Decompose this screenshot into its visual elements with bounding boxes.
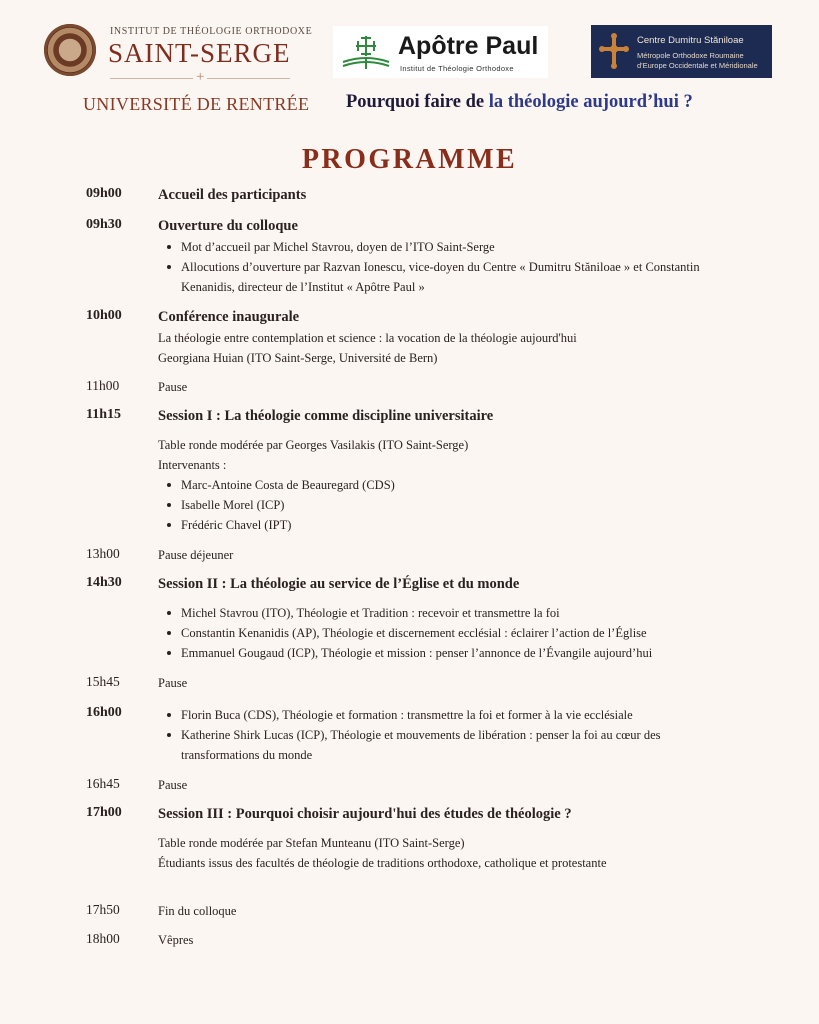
program-bullet-list xyxy=(158,237,738,297)
program-bullet-list xyxy=(158,705,738,765)
program-content xyxy=(158,308,738,368)
program-time: 15h45 xyxy=(86,674,120,689)
program-text-line: Pause déjeuner xyxy=(158,548,234,562)
staniloae-title: Centre Dumitru Stăniloae xyxy=(637,35,744,46)
program-text-line: Étudiants issus des facultés de théologie de traditions orthodoxe, catholique et protestante xyxy=(158,856,607,870)
program-time: 16h00 xyxy=(86,705,122,720)
program-bullet-item: Mot d’accueil par Michel Stavrou, doyen de l’ITO Saint-Serge xyxy=(158,237,738,257)
apotre-paul-subtitle: Institut de Théologie Orthodoxe xyxy=(400,64,514,73)
program-time: 17h00 xyxy=(86,805,122,820)
staniloae-subtitle xyxy=(637,51,758,70)
program-bullet-item: Emmanuel Gougaud (ICP), Théologie et mission : penser l’annonce de l’Évangile aujourd’hui xyxy=(158,643,738,663)
staniloae-subtitle-line-2: d'Europe Occidentale et Méridionale xyxy=(637,60,758,70)
program-content xyxy=(158,705,738,765)
program-content xyxy=(158,217,738,297)
program-content xyxy=(158,545,738,565)
program-text-line: Table ronde modérée par Georges Vasilakis (ITO Saint-Serge) xyxy=(158,438,469,452)
saint-serge-name: SAINT-SERGE xyxy=(108,38,291,68)
program-time: 17h50 xyxy=(86,902,120,917)
cross-icon: + xyxy=(193,69,207,86)
program-bullet-item: Isabelle Morel (ICP) xyxy=(158,495,738,515)
program-content xyxy=(158,673,738,693)
program-bullet-item: Allocutions d’ouverture par Razvan Ionescu, vice-doyen du Centre « Dumitru Stăniloae » et Constantin Kenanidis, directeur de l’Institut « Apôtre Paul » xyxy=(158,257,738,297)
header xyxy=(0,0,819,130)
question-part-1: Pourquoi faire de xyxy=(346,92,489,112)
program-bullet-item: Marc-Antoine Costa de Beauregard (CDS) xyxy=(158,475,738,495)
program-time: 09h00 xyxy=(86,186,122,201)
program-title-text: Session III : Pourquoi choisir aujourd'hui des études de théologie ? xyxy=(158,806,572,822)
program-text-line: Intervenants : xyxy=(158,458,227,472)
saint-serge-top-line: INSTITUT DE THÉOLOGIE ORTHODOXE xyxy=(110,26,313,37)
program-text-line: Fin du colloque xyxy=(158,904,237,918)
program-content xyxy=(158,377,738,397)
program-title-text: Session II : La théologie au service de l’Église et du monde xyxy=(158,576,520,592)
program-time: 10h00 xyxy=(86,308,122,323)
event-question xyxy=(346,92,693,113)
program-time: 11h00 xyxy=(86,378,120,393)
program-title-text: Ouverture du colloque xyxy=(158,218,298,234)
program-bullet-item: Katherine Shirk Lucas (ICP), Théologie et mouvements de libération : penser la foi au cœur des transformations du monde xyxy=(158,725,738,765)
program-text-line: Table ronde modérée par Stefan Munteanu (ITO Saint-Serge) xyxy=(158,836,465,850)
program-title-text: Conférence inaugurale xyxy=(158,309,300,325)
universite-de-rentree: UNIVERSITÉ DE RENTRÉE xyxy=(83,94,310,114)
program-bullet-item: Michel Stavrou (ITO), Théologie et Tradition : recevoir et transmettre la foi xyxy=(158,603,738,623)
saint-serge-seal-icon xyxy=(44,24,96,76)
program-text-line: Pause xyxy=(158,380,188,394)
staniloae-subtitle-line-1: Métropole Orthodoxe Roumaine xyxy=(637,51,744,60)
program-bullet-item: Frédéric Chavel (IPT) xyxy=(158,515,738,535)
program-time: 16h45 xyxy=(86,776,120,791)
program-bullet-list xyxy=(158,475,738,535)
program-text-line: Pause xyxy=(158,676,188,690)
program-content xyxy=(158,805,738,873)
staniloae-logo xyxy=(591,25,772,78)
program-content xyxy=(158,407,738,535)
program-title-text: Accueil des participants xyxy=(158,187,307,203)
program-text-line: La théologie entre contemplation et science : la vocation de la théologie aujourd'hui xyxy=(158,331,577,345)
program-content xyxy=(158,575,738,663)
program-time: 11h15 xyxy=(86,407,122,422)
program-content xyxy=(158,775,738,795)
program-time: 18h00 xyxy=(86,931,120,946)
program-time: 09h30 xyxy=(86,217,122,232)
question-part-2: la théologie aujourd’hui ? xyxy=(488,92,693,112)
apotre-paul-title: Apôtre Paul xyxy=(398,32,539,60)
program-bullet-list xyxy=(158,603,738,663)
apotre-paul-logo xyxy=(333,26,548,78)
program-text-line: Pause xyxy=(158,778,188,792)
program-text-line: Vêpres xyxy=(158,933,194,947)
program-title: PROGRAMME xyxy=(301,144,518,175)
program-title-text: Session I : La théologie comme discipline universitaire xyxy=(158,408,494,424)
program-time: 13h00 xyxy=(86,546,120,561)
program-content xyxy=(158,901,738,921)
program-time: 14h30 xyxy=(86,575,122,590)
program-bullet-item: Constantin Kenanidis (AP), Théologie et discernement ecclésial : éclairer l’action de l’Église xyxy=(158,623,738,643)
program-bullet-item: Florin Buca (CDS), Théologie et formation : transmettre la foi et former à la vie ecclésiale xyxy=(158,705,738,725)
cross-book-icon xyxy=(339,32,393,72)
program-content xyxy=(158,186,738,204)
program-content xyxy=(158,930,738,950)
ornate-cross-icon xyxy=(597,31,631,71)
program-text-line: Georgiana Huian (ITO Saint-Serge, Université de Bern) xyxy=(158,351,438,365)
